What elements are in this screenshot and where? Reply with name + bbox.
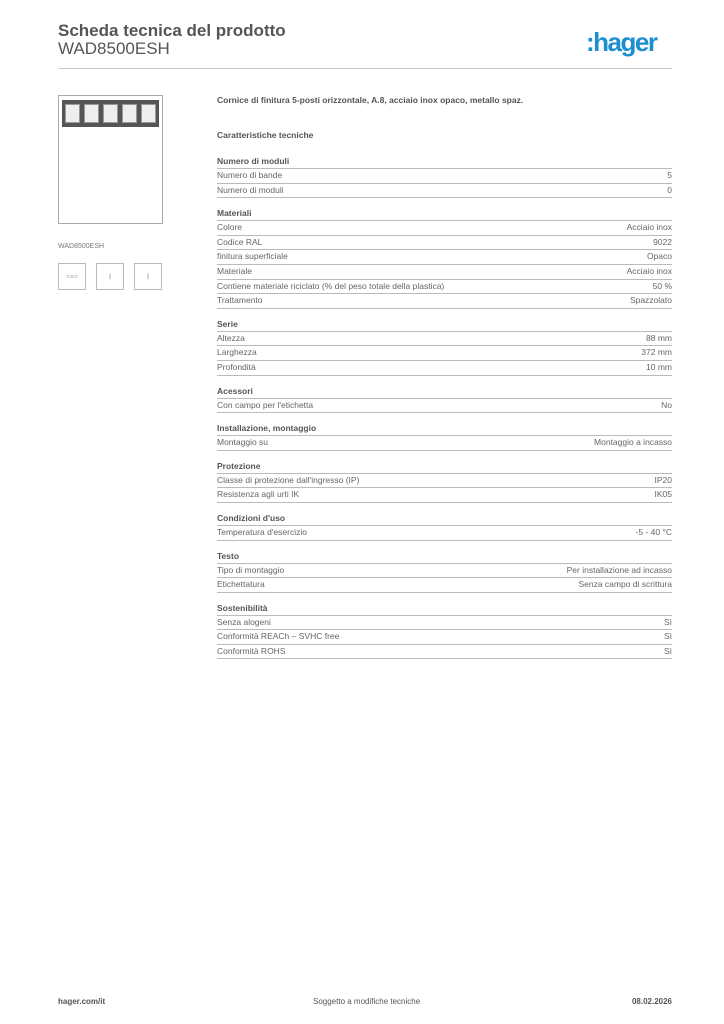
product-image [58, 95, 163, 224]
section-title: Acessori [217, 385, 672, 399]
spec-label: finitura superficiale [217, 251, 288, 262]
spec-value: Senza campo di scrittura [578, 579, 672, 590]
spec-value: 50 % [652, 280, 672, 291]
spec-label: Classe di protezione dall'ingresso (IP) [217, 474, 360, 485]
spec-label: Senza alogeni [217, 616, 271, 627]
thumbnail-1[interactable]: ▭▭ [58, 263, 86, 290]
spec-label: Tipo di montaggio [217, 564, 285, 575]
hager-logo: :hager [586, 27, 657, 57]
spec-label: Resistenza agli urti IK [217, 489, 300, 500]
spec-section [217, 460, 672, 503]
specs-table [217, 155, 672, 668]
spec-value: Opaco [646, 251, 672, 262]
spec-section [217, 550, 672, 593]
spec-label: Profondità [217, 361, 256, 372]
spec-row [217, 616, 672, 631]
spec-value: IP20 [654, 474, 672, 485]
spec-row [217, 526, 672, 541]
spec-label: Conformità ROHS [217, 645, 286, 656]
spec-label: Colore [217, 222, 243, 233]
spec-row [217, 346, 672, 361]
footer-note: Soggetto a modifiche tecniche [313, 997, 421, 1006]
spec-value: Acciaio inox [626, 265, 672, 276]
spec-row [217, 361, 672, 376]
spec-row [217, 169, 672, 184]
spec-label: Con campo per l'etichetta [217, 399, 314, 410]
spec-value: 372 mm [641, 347, 672, 358]
spec-label: Altezza [217, 332, 245, 343]
footer-site-link[interactable]: hager.com/it [58, 997, 106, 1006]
section-title: Serie [217, 318, 672, 332]
image-caption: WAD8500ESH [58, 243, 105, 250]
product-code: WAD8500ESH [58, 39, 170, 58]
section-title: Installazione, montaggio [217, 422, 672, 436]
spec-value: Sì [663, 631, 672, 642]
section-title: Protezione [217, 460, 672, 474]
section-title: Testo [217, 550, 672, 564]
spec-value: -5 - 40 °C [635, 526, 672, 537]
spec-value: Sì [663, 616, 672, 627]
spec-row [217, 645, 672, 660]
product-description: Cornice di finitura 5-posti orizzontale, A.8, acciaio inox opaco, metallo spaz. [217, 95, 524, 105]
spec-label: Conformità REACh – SVHC free [217, 631, 340, 642]
spec-row [217, 564, 672, 579]
spec-row [217, 332, 672, 347]
spec-row [217, 221, 672, 236]
thumbnail-2[interactable]: | [96, 263, 124, 290]
spec-section [217, 602, 672, 660]
spec-row [217, 250, 672, 265]
spec-value: Spazzolato [629, 295, 672, 306]
spec-row [217, 236, 672, 251]
spec-value: 9022 [653, 236, 672, 247]
specs-heading: Caratteristiche tecniche [217, 130, 314, 140]
spec-value: 0 [667, 184, 672, 195]
spec-section [217, 318, 672, 376]
section-title: Condizioni d'uso [217, 512, 672, 526]
spec-row [217, 294, 672, 309]
spec-row [217, 399, 672, 414]
spec-section [217, 512, 672, 541]
spec-label: Trattamento [217, 295, 263, 306]
spec-label: Materiale [217, 265, 252, 276]
spec-section [217, 385, 672, 414]
spec-value: No [661, 399, 672, 410]
spec-value: 88 mm [646, 332, 672, 343]
thumbnail-3[interactable]: | [134, 263, 162, 290]
spec-row [217, 280, 672, 295]
spec-section [217, 422, 672, 451]
section-title: Numero di moduli [217, 155, 672, 169]
spec-value: 10 mm [646, 361, 672, 372]
spec-row [217, 474, 672, 489]
spec-value: 5 [667, 170, 672, 180]
spec-label: Temperatura d'esercizio [217, 526, 307, 537]
spec-row [217, 488, 672, 503]
spec-value: Sì [663, 645, 672, 656]
spec-value: IK05 [654, 489, 672, 500]
page-title: Scheda tecnica del prodotto [58, 21, 286, 40]
spec-row [217, 265, 672, 280]
spec-row [217, 184, 672, 199]
spec-label: Codice RAL [217, 236, 263, 247]
header-divider [58, 68, 672, 69]
spec-label: Numero di bande [217, 170, 283, 180]
spec-section [217, 155, 672, 198]
spec-label: Contiene materiale riciclato (% del peso totale della plastica) [217, 280, 445, 291]
spec-section [217, 207, 672, 309]
spec-row [217, 436, 672, 451]
spec-label: Etichettatura [217, 579, 265, 590]
spec-label: Larghezza [217, 347, 257, 358]
spec-value: Acciaio inox [626, 222, 672, 233]
spec-label: Numero di moduli [217, 184, 284, 195]
spec-value: Per installazione ad incasso [566, 564, 672, 575]
section-title: Materiali [217, 207, 672, 221]
spec-row [217, 630, 672, 645]
footer-date: 08.02.2026 [631, 997, 672, 1006]
section-title: Sostenibilità [217, 602, 672, 616]
spec-value: Montaggio a incasso [594, 437, 672, 448]
spec-row [217, 578, 672, 593]
spec-label: Montaggio su [217, 437, 269, 448]
frame-plate-icon [62, 100, 159, 127]
